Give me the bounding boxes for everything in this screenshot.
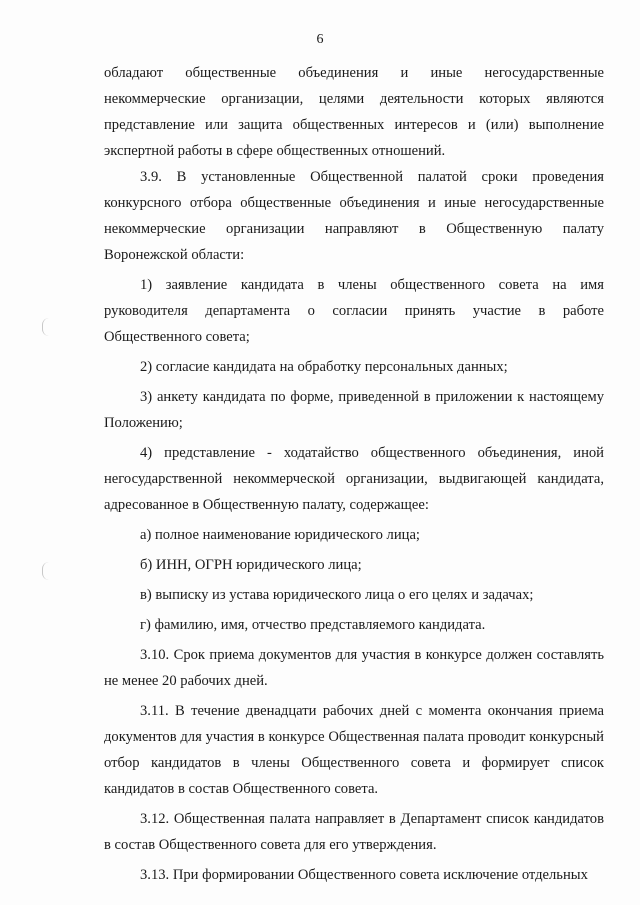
paragraph-3-11: 3.11. В течение двенадцати рабочих дней с момента окончания приема документов для участия в конкурсе Общественная палата проводит конкурсный отбор кандидатов в члены Общественного совета и формирует список кандидатов в состав Общественного совета. — [104, 703, 604, 797]
list-item-3: 3) анкету кандидата по форме, приведенной в приложении к настоящему Положению; — [104, 389, 604, 431]
list-item-4: 4) представление - ходатайство общественного объединения, иной негосударственной некоммерческой организации, выдвигающей кандидата, адресованное в Общественную палату, содержащее: — [104, 445, 604, 513]
list-item-2: 2) согласие кандидата на обработку персональных данных; — [140, 359, 508, 375]
list-item-b: б) ИНН, ОГРН юридического лица; — [140, 557, 362, 573]
scan-hole-mark — [42, 562, 49, 580]
paragraph-3-9: 3.9. В установленные Общественной палатой сроки проведения конкурсного отбора общественные объединения и иные негосударственные некоммерческие организации направляют в Общественную палату Воронежской области: — [104, 169, 604, 263]
paragraph-continuation: обладают общественные объединения и иные негосударственные некоммерческие организации, целями деятельности которых являются представление или защита общественных интересов и (или) выполнение экспертной работы в сфере общественных отношений. — [104, 65, 604, 159]
list-item-g: г) фамилию, имя, отчество представляемого кандидата. — [140, 617, 486, 633]
document-body — [104, 60, 604, 888]
paragraph-3-13: 3.13. При формировании Общественного совета исключение отдельных — [140, 867, 588, 883]
paragraph-3-12: 3.12. Общественная палата направляет в Департамент список кандидатов в состав Общественного совета для его утверждения. — [104, 811, 604, 853]
list-item-a: а) полное наименование юридического лица; — [140, 527, 420, 543]
scan-hole-mark — [42, 318, 49, 336]
list-item-v: в) выписку из устава юридического лица о его целях и задачах; — [140, 587, 534, 603]
paragraph-3-10: 3.10. Срок приема документов для участия в конкурсе должен составлять не менее 20 рабочих дней. — [104, 647, 604, 689]
page-number: 6 — [316, 32, 324, 47]
list-item-1: 1) заявление кандидата в члены общественного совета на имя руководителя департамента о согласии принять участие в работе Общественного совета; — [104, 277, 604, 345]
